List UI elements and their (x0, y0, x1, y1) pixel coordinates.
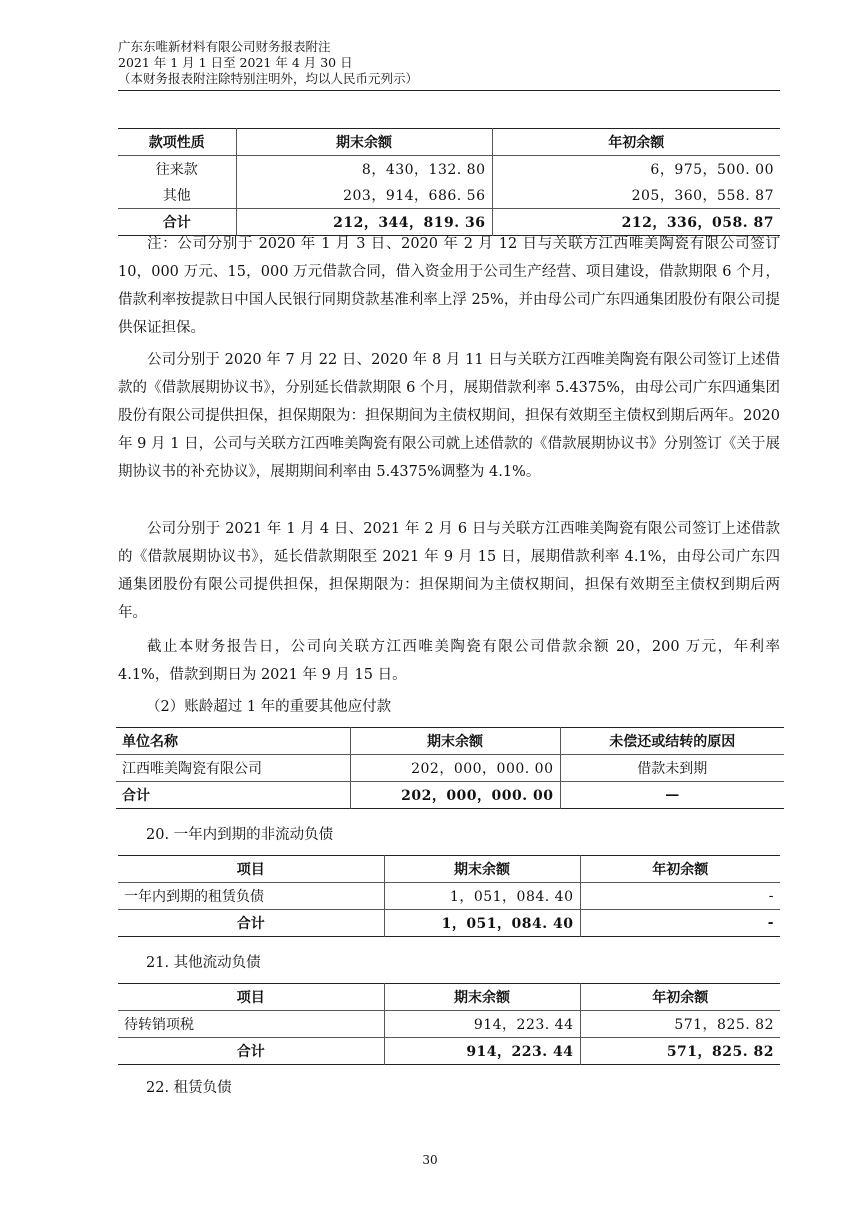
cell-total-label: 合计 (116, 782, 350, 809)
cell-ending: 914，223. 44 (384, 1011, 580, 1038)
cell-nature: 往来款 (155, 162, 198, 178)
col-header-ending-balance: 期末余额 (384, 984, 580, 1011)
col-header-ending-balance: 期末余额 (236, 129, 492, 156)
col-header-ending-balance: 期末余额 (350, 728, 560, 755)
cell-ending: 202，000，000. 00 (350, 755, 560, 782)
table-header-row (118, 129, 780, 156)
col-header-opening-balance: 年初余额 (580, 984, 780, 1011)
table-row (118, 182, 780, 209)
col-header-ending-balance: 期末余额 (384, 856, 580, 883)
cell-entity: 江西唯美陶瓷有限公司 (122, 761, 262, 777)
table-row (118, 883, 780, 910)
cell-nature: 其他 (162, 188, 191, 204)
table-header-row (116, 728, 784, 755)
table-row (118, 1011, 780, 1038)
table-other-payables-by-nature (118, 128, 780, 236)
table-total-row (118, 910, 780, 937)
col-header-item: 项目 (118, 984, 384, 1011)
paragraph-extension-2020: 公司分别于 2020 年 7 月 22 日、2020 年 8 月 11 日与关联方江西唯美陶瓷有限公司签订上述借款的《借款展期协议书》，分别延长借款期限 6 个月，展期借款利率 5.4375%，由母公司广东四通集团股份有限公司提供担保，担保期限为：担保期间为主债权期间，担保有效期至主债权到期后两年。2020 年 9 月 1 日，公司与关联方江西唯美陶瓷有限公司就上述借款的《借款展期协议书》分别签订《关于展期协议书的补充协议》，展期期间利率由 5.4375%调整为 4.1%。 (118, 352, 780, 480)
col-header-entity: 单位名称 (116, 728, 350, 755)
paragraph-note: 注：公司分别于 2020 年 1 月 3 日、2020 年 2 月 12 日与关联方江西唯美陶瓷有限公司签订 10，000 万元、15，000 万元借款合同，借入资金用于公司生产经营、项目建设，借款期限 6 个月，借款利率按提款日中国人民银行同期贷款基准利率上浮 25%，并由母公司广东四通集团股份有限公司提供保证担保。 (118, 236, 780, 336)
col-header-opening-balance: 年初余额 (580, 856, 780, 883)
cell-total-ending: 1，051，084. 40 (384, 910, 580, 937)
paragraph-balance: 截止本财务报告日，公司向关联方江西唯美陶瓷有限公司借款余额 20，200 万元，年利率 4.1%，借款到期日为 2021 年 9 月 15 日。 (118, 639, 780, 683)
cell-item: 待转销项税 (124, 1017, 194, 1033)
header-company: 广东东唯新材料有限公司财务报表附注 (118, 39, 331, 54)
table-aged-payables (116, 727, 784, 809)
cell-total-opening: - (580, 910, 780, 937)
cell-total-label: 合计 (118, 209, 236, 236)
table-total-row (116, 782, 784, 809)
table-current-portion-noncurrent (118, 855, 780, 937)
cell-opening: - (580, 883, 780, 910)
cell-ending: 1，051，084. 40 (384, 883, 580, 910)
cell-opening: 6，975，500. 00 (492, 156, 780, 183)
cell-total-label: 合计 (118, 910, 384, 937)
cell-total-opening: 212，336，058. 87 (492, 209, 780, 236)
col-header-opening-balance: 年初余额 (492, 129, 780, 156)
col-header-reason: 未偿还或结转的原因 (560, 728, 784, 755)
cell-ending: 8，430，132. 80 (236, 156, 492, 183)
cell-total-ending: 914，223. 44 (384, 1038, 580, 1065)
cell-total-opening: 571，825. 82 (580, 1038, 780, 1065)
section-title-aged-payables: （2）账龄超过 1 年的重要其他应付款 (146, 699, 392, 715)
cell-item: 一年内到期的租赁负债 (124, 889, 264, 905)
cell-total-ending: 212，344，819. 36 (236, 209, 492, 236)
page-number: 30 (422, 1153, 438, 1167)
col-header-nature: 款项性质 (118, 129, 236, 156)
table-header-row (118, 856, 780, 883)
table-other-current-liabilities (118, 983, 780, 1065)
table-total-row (118, 1038, 780, 1065)
header-rule (118, 90, 780, 91)
col-header-item: 项目 (118, 856, 384, 883)
table-row (118, 156, 780, 183)
paragraph-extension-2021: 公司分别于 2021 年 1 月 4 日、2021 年 2 月 6 日与关联方江西唯美陶瓷有限公司签订上述借款的《借款展期协议书》，延长借款期限至 2021 年 9 月 15 日，展期借款利率 4.1%，由母公司广东四通集团股份有限公司提供担保，担保期限为：担保期间为主债权期间，担保有效期至主债权到期后两年。 (118, 521, 780, 621)
header-note: （本财务报表附注除特别注明外，均以人民币元列示） (118, 71, 419, 86)
section-title-lease-liabilities: 22. 租赁负债 (146, 1080, 232, 1096)
cell-total-ending: 202，000，000. 00 (350, 782, 560, 809)
cell-total-reason: — (560, 782, 784, 809)
table-row (116, 755, 784, 782)
table-header-row (118, 984, 780, 1011)
section-title-other-current-liabilities: 21. 其他流动负债 (146, 955, 261, 971)
cell-opening: 571，825. 82 (580, 1011, 780, 1038)
cell-total-label: 合计 (118, 1038, 384, 1065)
page-header (118, 39, 780, 87)
cell-ending: 203，914，686. 56 (236, 182, 492, 209)
section-title-current-noncurrent: 20. 一年内到期的非流动负债 (146, 827, 334, 843)
cell-reason: 借款未到期 (560, 755, 784, 782)
cell-opening: 205，360，558. 87 (492, 182, 780, 209)
header-period: 2021 年 1 月 1 日至 2021 年 4 月 30 日 (118, 55, 353, 70)
